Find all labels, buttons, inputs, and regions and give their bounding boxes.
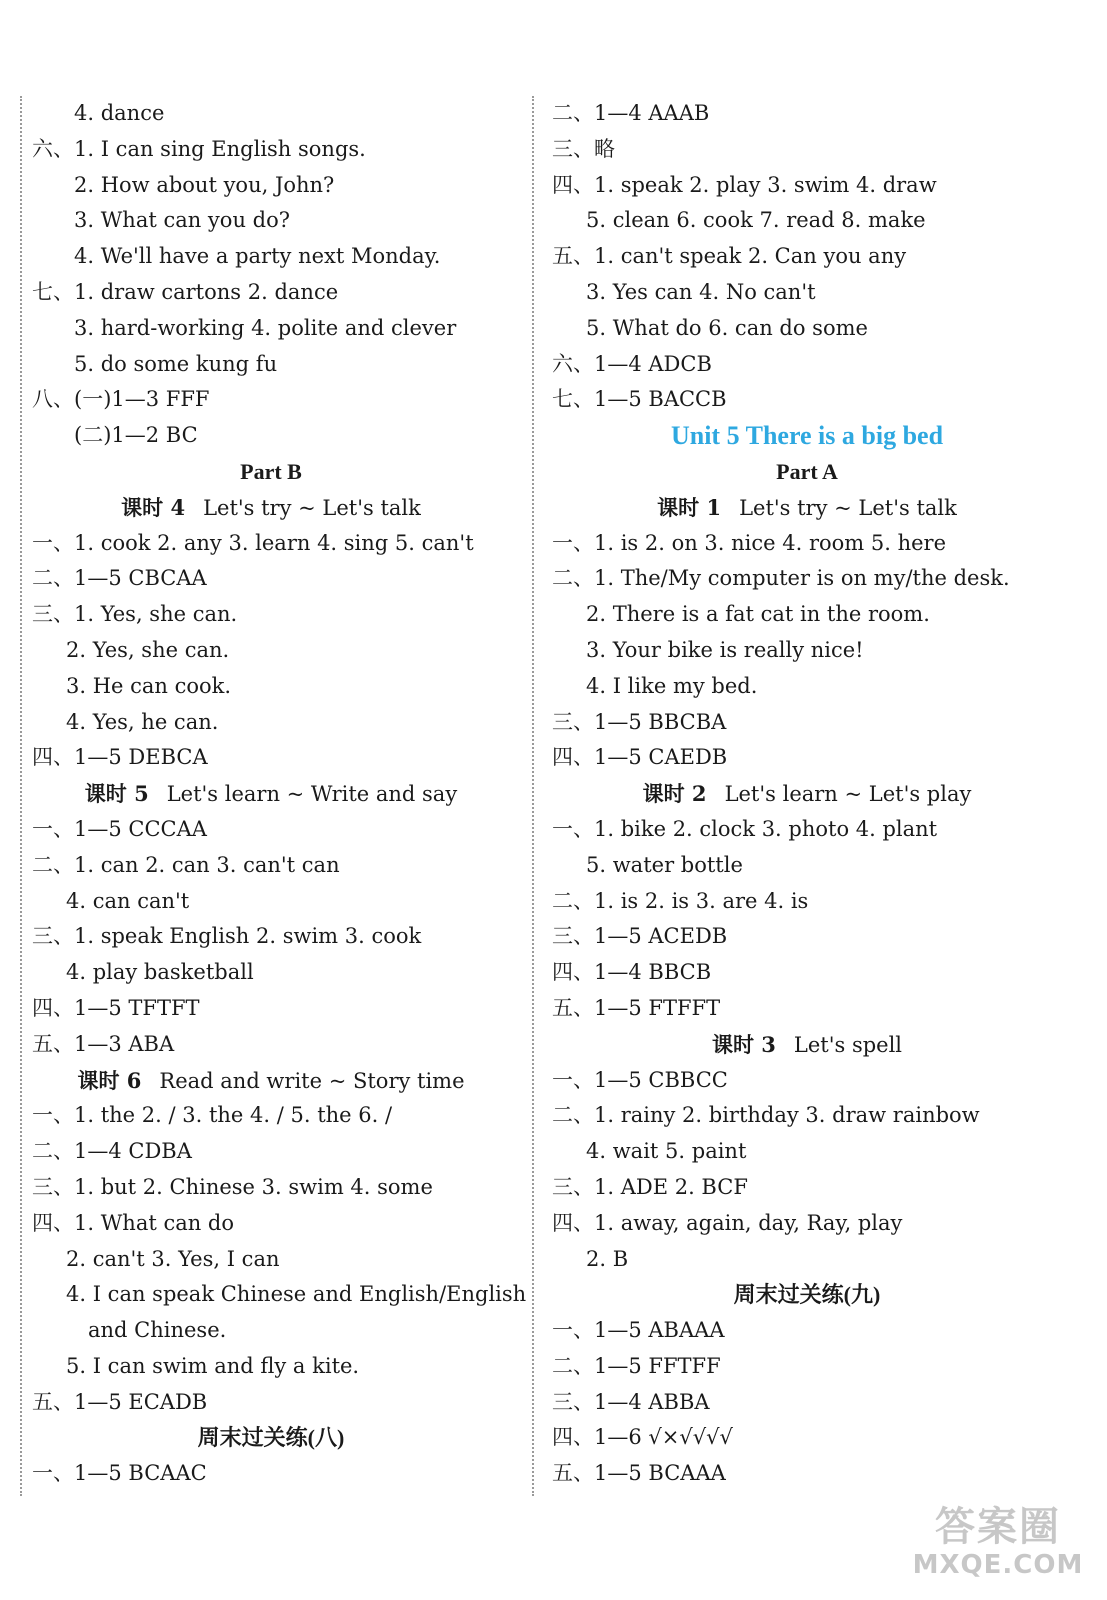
lesson-title: Let's try ~ Let's talk [739,495,957,520]
lesson-5-heading [32,776,510,812]
unit-title: Unit 5 There is a big bed [670,421,944,451]
answer-line: 七、1—5 BACCB [552,387,727,412]
answer-line: 5. water bottle [586,852,743,877]
answer-line: 二、1—4 CDBA [32,1139,192,1164]
answer-line: 4. can can't [66,888,190,913]
answer-line: 一、1. bike 2. clock 3. photo 4. plant [552,816,938,841]
right-column [552,96,1062,1492]
answer-line: 五、1. can't speak 2. Can you any [552,244,907,269]
answer-line: 六、1—4 ADCB [552,351,712,376]
answer-line: 三、1—5 ACEDB [552,924,728,949]
answer-line: 3. He can cook. [66,673,232,698]
lesson-title: Read and write ~ Story time [159,1068,465,1093]
lesson-tag: 课时 2 [642,781,707,807]
answer-line: 3. hard-working 4. polite and clever [74,315,457,340]
lesson-tag: 课时 5 [84,781,149,807]
answer-line: 4. I can speak Chinese and English/English [66,1282,527,1307]
answer-line: 2. can't 3. Yes, I can [66,1246,280,1271]
answer-line: 二、1—5 CBCAA [32,566,207,591]
left-column [32,96,527,1492]
weekend-8-heading: 周末过关练(八) [197,1425,345,1451]
lesson-title: Let's learn ~ Let's play [724,782,972,807]
answer-line: 4. I like my bed. [586,673,758,698]
answer-line: 四、1—5 CAEDB [552,745,728,770]
answer-line: 一、1. the 2. / 3. the 4. / 5. the 6. / [32,1103,393,1128]
answer-line: 2. Yes, she can. [66,637,230,662]
answer-line: 二、1. The/My computer is on my/the desk. [552,566,1010,591]
answer-line: 一、1—5 CCCAA [32,816,207,841]
lesson-title: Let's try ~ Let's talk [203,495,421,520]
answer-line: 4. dance [74,101,165,125]
answer-line: 4. play basketball [66,960,254,985]
weekend-9-heading: 周末过关练(九) [733,1282,881,1308]
lesson-1-heading [552,490,1062,526]
answer-line: 二、1—4 AAAB [552,101,710,125]
answer-line: 一、1. cook 2. any 3. learn 4. sing 5. can't [32,530,474,555]
lesson-title: Let's learn ~ Write and say [166,782,458,807]
lesson-tag: 课时 3 [711,1031,776,1057]
watermark-logo-text: 答案圈 [935,1504,1061,1550]
answer-line: 4. wait 5. paint [586,1139,747,1164]
answer-line: 3. Yes can 4. No can't [586,279,816,304]
answer-line: 3. What can you do? [74,208,290,233]
answer-line: 3. Your bike is really nice! [586,637,864,662]
answer-line: 2. B [586,1246,629,1271]
answer-line: 一、1. is 2. on 3. nice 4. room 5. here [552,530,947,555]
part-a-heading: Part A [776,458,838,484]
part-b-heading: Part B [240,458,302,484]
answer-line: and Chinese. [88,1318,227,1343]
answer-line: 一、1—5 BCAAC [32,1461,207,1486]
answer-line: 四、1. What can do [32,1210,235,1235]
lesson-4-heading [32,490,510,526]
column-divider-dotted-line [532,96,534,1496]
answer-line: 六、1. I can sing English songs. [32,136,366,161]
answer-line: 4. We'll have a party next Monday. [74,244,441,269]
lesson-title: Let's spell [793,1032,903,1057]
lesson-tag: 课时 6 [77,1067,142,1093]
answer-line: 五、1—5 ECADB [32,1389,208,1414]
answer-line: 四、1. speak 2. play 3. swim 4. draw [552,172,937,197]
lesson-2-heading [552,776,1062,812]
left-margin-dotted-line [20,96,22,1496]
answer-line: 一、1—5 CBBCC [552,1067,728,1092]
lesson-tag: 课时 4 [121,494,186,520]
answer-line: 四、1—6 √×√√√√ [552,1425,733,1450]
answer-line: 一、1—5 ABAAA [552,1318,725,1343]
watermark-domain: MXQE.COM [912,1550,1084,1580]
answer-line: 二、1. rainy 2. birthday 3. draw rainbow [552,1103,980,1128]
answer-line: 三、略 [552,136,615,161]
answer-line: 5. do some kung fu [74,351,278,376]
answer-line: 四、1—5 TFTFT [32,995,200,1020]
answer-line: 四、1—5 DEBCA [32,745,208,770]
answer-line: 三、1. Yes, she can. [32,602,238,627]
answer-line: 四、1—4 BBCB [552,960,712,985]
answer-line: 二、1—5 FFTFF [552,1353,721,1378]
answer-line: 五、1—5 FTFFT [552,995,721,1020]
answer-line: 5. I can swim and fly a kite. [66,1353,360,1378]
answer-line: 五、1—3 ABA [32,1031,175,1056]
answer-line: 三、1—4 ABBA [552,1389,710,1414]
answer-line: 五、1—5 BCAAA [552,1461,726,1486]
lesson-6-heading [32,1063,510,1099]
site-watermark [903,1504,1093,1590]
answer-line: 七、1. draw cartons 2. dance [32,279,339,304]
answer-line: 三、1. but 2. Chinese 3. swim 4. some [32,1174,433,1199]
answer-line: 二、1. is 2. is 3. are 4. is [552,888,809,913]
answer-line: 2. There is a fat cat in the room. [586,602,930,627]
answer-line: 三、1. ADE 2. BCF [552,1174,748,1199]
lesson-tag: 课时 1 [657,494,722,520]
lesson-3-heading [552,1027,1062,1063]
answer-line: 5. clean 6. cook 7. read 8. make [586,208,926,233]
answer-line: 2. How about you, John? [74,172,335,197]
answer-line: 5. What do 6. can do some [586,315,868,340]
answer-line: 二、1. can 2. can 3. can't can [32,852,340,877]
answer-line: 三、1. speak English 2. swim 3. cook [32,924,422,949]
answer-line: 八、(一)1—3 FFF [32,387,210,412]
answer-line: 4. Yes, he can. [66,709,219,734]
answer-line: 四、1. away, again, day, Ray, play [552,1210,903,1235]
answer-line: 三、1—5 BBCBA [552,709,727,734]
answer-line: (二)1—2 BC [74,423,198,448]
